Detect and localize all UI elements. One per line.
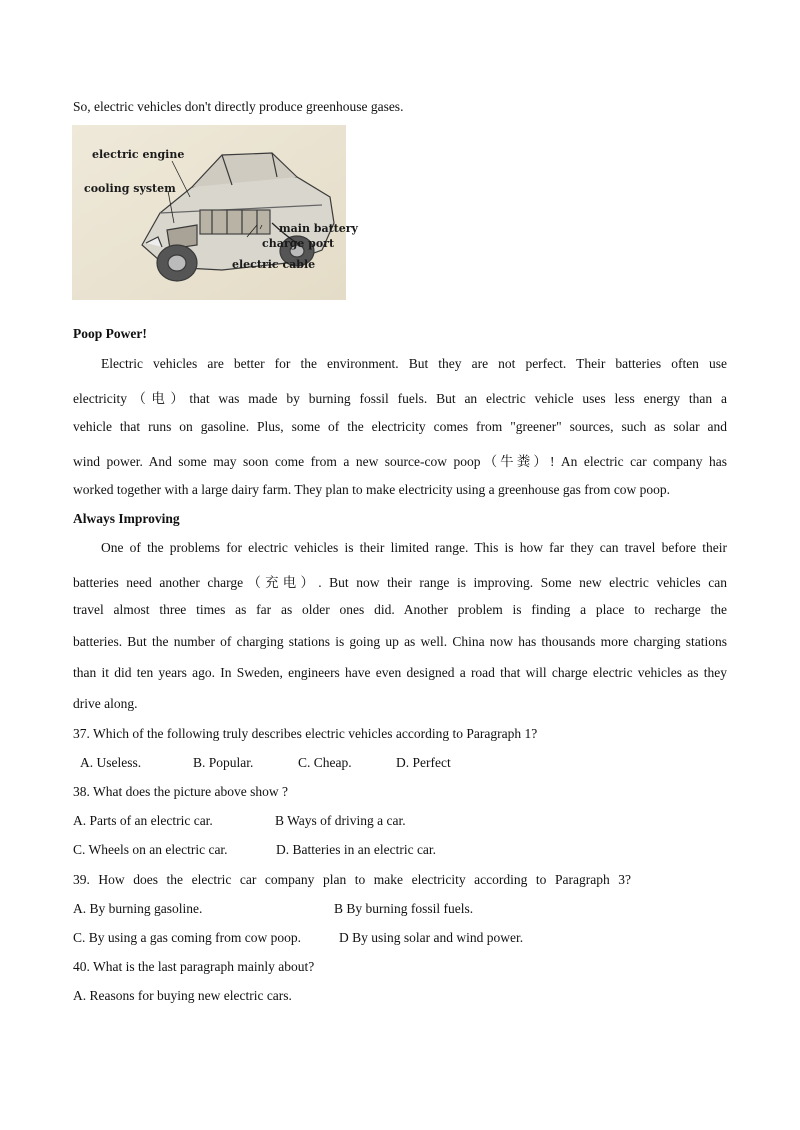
label-cooling-system: cooling system (84, 182, 176, 195)
heading-poop-power: Poop Power! (73, 326, 147, 341)
paragraph-line: vehicle that runs on gasoline. Plus, some of the electricity comes from "greener" sources, such as solar and (73, 419, 727, 434)
question-38-stem: 38. What does the picture above show ? (73, 784, 288, 799)
question-40-stem: 40. What is the last paragraph mainly about? (73, 959, 315, 974)
paragraph-line: travel almost three times as far as older ones did. Another problem is finding a place to recharge the (73, 602, 727, 617)
label-main-battery: main battery (279, 222, 358, 235)
question-37-stem: 37. Which of the following truly describes electric vehicles according to Paragraph 1? (73, 726, 538, 741)
paragraph-line: worked together with a large dairy farm. They plan to make electricity using a greenhouse gas from cow poop. (73, 482, 671, 497)
paragraph-line: Electric vehicles are better for the environment. But they are not perfect. Their batteries often use (101, 356, 727, 371)
paragraph-line: wind power. And some may soon come from a new source-cow poop（牛粪）! An electric car company has (73, 454, 727, 469)
paragraph-line: drive along. (73, 696, 138, 711)
label-electric-cable: electric cable (232, 258, 316, 271)
q38-option-b[interactable]: B Ways of driving a car. (275, 813, 406, 828)
paragraph-line: batteries. But the number of charging stations is going up as well. China now has thousands more charging stations (73, 634, 727, 649)
q37-option-c[interactable]: C. Cheap. (298, 755, 352, 770)
q38-option-c[interactable]: C. Wheels on an electric car. (73, 842, 228, 857)
heading-always-improving: Always Improving (73, 511, 180, 526)
q40-option-a[interactable]: A. Reasons for buying new electric cars. (73, 988, 292, 1003)
q39-option-d[interactable]: D By using solar and wind power. (339, 930, 524, 945)
intro-sentence: So, electric vehicles don't directly produce greenhouse gases. (73, 99, 404, 114)
q38-option-d[interactable]: D. Batteries in an electric car. (276, 842, 437, 857)
q37-option-d[interactable]: D. Perfect (396, 755, 451, 770)
q37-option-b[interactable]: B. Popular. (193, 755, 254, 770)
paragraph-line: electricity（电）that was made by burning fossil fuels. But an electric vehicle uses less energy than a (73, 391, 727, 406)
electric-car-diagram (72, 125, 358, 300)
paragraph-line: batteries need another charge（充电）. But now their range is improving. Some new electric vehicles can (73, 575, 727, 590)
question-39-stem: 39. How does the electric car company plan to make electricity according to Paragraph 3? (73, 872, 631, 887)
q37-option-a[interactable]: A. Useless. (80, 755, 142, 770)
label-electric-engine: electric engine (92, 148, 185, 161)
q39-option-b[interactable]: B By burning fossil fuels. (334, 901, 474, 916)
paragraph-line: One of the problems for electric vehicles is their limited range. This is how far they can travel before their (101, 540, 727, 555)
label-charge-port: charge port (262, 237, 335, 250)
q39-option-c[interactable]: C. By using a gas coming from cow poop. (73, 930, 301, 945)
q39-option-a[interactable]: A. By burning gasoline. (73, 901, 203, 916)
q38-option-a[interactable]: A. Parts of an electric car. (73, 813, 213, 828)
paragraph-line: than it did ten years ago. In Sweden, engineers have even designed a road that will charge electric vehicles as they (73, 665, 727, 680)
